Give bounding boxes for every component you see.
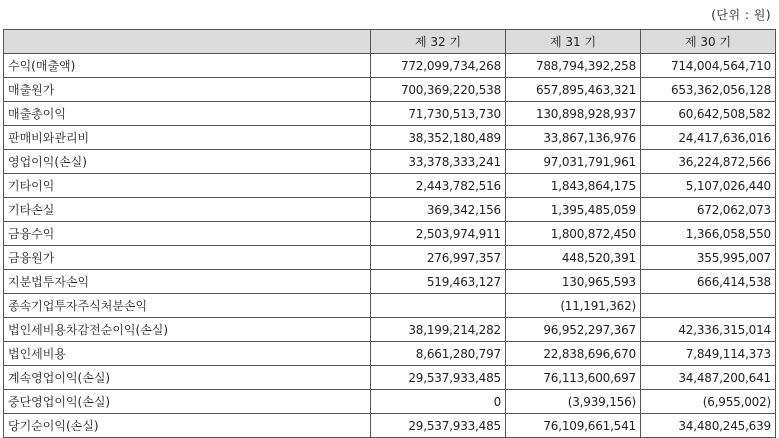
cell-period-31: 1,395,485,059 [506,198,641,222]
cell-period-32: 0 [371,390,506,414]
cell-period-32: 29,537,933,485 [371,414,506,438]
table-row [4,270,776,294]
table-body [4,54,776,438]
cell-period-31: 1,800,872,450 [506,222,641,246]
cell-period-31: 76,113,600,697 [506,366,641,390]
cell-period-32: 33,378,333,241 [371,150,506,174]
cell-period-32: 369,342,156 [371,198,506,222]
cell-period-31: 788,794,392,258 [506,54,641,78]
cell-period-30: 5,107,026,440 [641,174,776,198]
table-row [4,294,776,318]
cell-period-32: 38,199,214,282 [371,318,506,342]
row-label: 지분법투자손익 [4,270,371,294]
table-row [4,390,776,414]
cell-period-32: 29,537,933,485 [371,366,506,390]
cell-period-30: 34,480,245,639 [641,414,776,438]
cell-period-30: 1,366,058,550 [641,222,776,246]
table-row [4,126,776,150]
cell-period-32: 2,503,974,911 [371,222,506,246]
row-label: 당기순이익(손실) [4,414,371,438]
cell-period-31: 657,895,463,321 [506,78,641,102]
cell-period-30: 666,414,538 [641,270,776,294]
row-label: 수익(매출액) [4,54,371,78]
cell-period-30 [641,294,776,318]
cell-period-31: 96,952,297,367 [506,318,641,342]
table-row [4,342,776,366]
cell-period-30: 7,849,114,373 [641,342,776,366]
row-label: 판매비와관리비 [4,126,371,150]
header-item-label [4,30,371,54]
row-label: 종속기업투자주식처분손익 [4,294,371,318]
cell-period-31: 22,838,696,670 [506,342,641,366]
row-label: 금융원가 [4,246,371,270]
cell-period-30: 714,004,564,710 [641,54,776,78]
cell-period-32: 2,443,782,516 [371,174,506,198]
header-period-32: 제 32 기 [371,30,506,54]
table-row [4,54,776,78]
cell-period-30: 355,995,007 [641,246,776,270]
cell-period-32: 8,661,280,797 [371,342,506,366]
table-row [4,150,776,174]
cell-period-31: 130,898,928,937 [506,102,641,126]
table-row [4,318,776,342]
header-period-31: 제 31 기 [506,30,641,54]
unit-note: (단위 : 원) [711,8,771,22]
cell-period-30: 24,417,636,016 [641,126,776,150]
cell-period-31: 130,965,593 [506,270,641,294]
row-label: 금융수익 [4,222,371,246]
cell-period-32: 71,730,513,730 [371,102,506,126]
cell-period-31: 33,867,136,976 [506,126,641,150]
cell-period-30: 42,336,315,014 [641,318,776,342]
table-row [4,246,776,270]
table-row [4,414,776,438]
cell-period-30: 653,362,056,128 [641,78,776,102]
table-row [4,102,776,126]
cell-period-31: 448,520,391 [506,246,641,270]
cell-period-32: 276,997,357 [371,246,506,270]
cell-period-31: 1,843,864,175 [506,174,641,198]
cell-period-32 [371,294,506,318]
cell-period-30: 36,224,872,566 [641,150,776,174]
table-row [4,222,776,246]
cell-period-32: 772,099,734,268 [371,54,506,78]
cell-period-32: 519,463,127 [371,270,506,294]
table-row [4,174,776,198]
table-row [4,78,776,102]
row-label: 매출총이익 [4,102,371,126]
cell-period-31: 76,109,661,541 [506,414,641,438]
cell-period-32: 700,369,220,538 [371,78,506,102]
cell-period-30: 34,487,200,641 [641,366,776,390]
row-label: 기타이익 [4,174,371,198]
row-label: 계속영업이익(손실) [4,366,371,390]
row-label: 법인세비용 [4,342,371,366]
cell-period-31: (11,191,362) [506,294,641,318]
table-row [4,366,776,390]
row-label: 영업이익(손실) [4,150,371,174]
row-label: 매출원가 [4,78,371,102]
income-statement-table [3,29,776,438]
cell-period-31: (3,939,156) [506,390,641,414]
table-row [4,198,776,222]
cell-period-32: 38,352,180,489 [371,126,506,150]
row-label: 기타손실 [4,198,371,222]
cell-period-30: 672,062,073 [641,198,776,222]
row-label: 법인세비용차감전순이익(손실) [4,318,371,342]
table-header-row [4,30,776,54]
header-period-30: 제 30 기 [641,30,776,54]
row-label: 중단영업이익(손실) [4,390,371,414]
cell-period-30: 60,642,508,582 [641,102,776,126]
cell-period-30: (6,955,002) [641,390,776,414]
cell-period-31: 97,031,791,961 [506,150,641,174]
